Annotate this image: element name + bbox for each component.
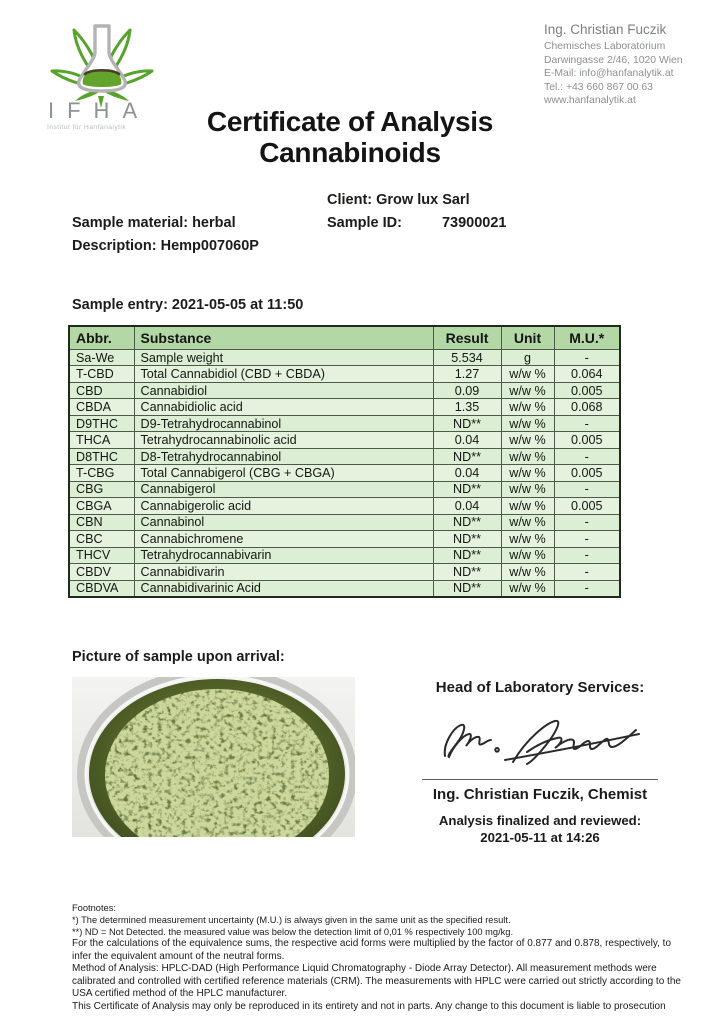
table-cell: w/w % (501, 432, 554, 448)
table-cell: w/w % (501, 547, 554, 563)
table-cell: 0.04 (433, 432, 501, 448)
table-cell: 0.005 (554, 498, 620, 514)
footnotes-title: Footnotes: (72, 903, 116, 913)
table-cell: Tetrahydrocannabivarin (134, 547, 433, 563)
table-cell: w/w % (501, 564, 554, 580)
footnotes-block (72, 902, 684, 1014)
table-cell: - (554, 547, 620, 563)
table-cell: T-CBD (69, 366, 134, 382)
table-cell: w/w % (501, 399, 554, 415)
table-cell: w/w % (501, 514, 554, 530)
footnote-paragraph: This Certificate of Analysis may only be reproduced in its entirety and not in parts. Any change to this document is liable to prosecution (72, 1000, 666, 1012)
table-cell: - (554, 580, 620, 597)
table-cell: 1.27 (433, 366, 501, 382)
table-row (69, 366, 620, 382)
sample-entry-label: Sample entry: 2021-05-05 at 11:50 (72, 297, 304, 313)
table-row (69, 448, 620, 464)
table-header-row (69, 326, 620, 350)
table-cell: ND** (433, 514, 501, 530)
table-cell: ND** (433, 547, 501, 563)
table-cell: D9THC (69, 415, 134, 431)
logo-acronym: IFHA (48, 98, 151, 123)
table-cell: Cannabidivarin (134, 564, 433, 580)
table-cell: 0.068 (554, 399, 620, 415)
table-row (69, 382, 620, 398)
table-row (69, 547, 620, 563)
signer-name: Ing. Christian Fuczik, Chemist (432, 786, 648, 803)
picture-caption: Picture of sample upon arrival: (72, 649, 285, 665)
signature-icon (435, 710, 645, 772)
table-cell: - (554, 514, 620, 530)
table-cell: 0.04 (433, 498, 501, 514)
document-title-line2: Cannabinoids (259, 137, 441, 168)
contact-line: Tel.: +43 660 867 00 63 (544, 81, 653, 93)
sample-id-row (327, 215, 506, 231)
table-row (69, 415, 620, 431)
table-row (69, 399, 620, 415)
table-cell: THCA (69, 432, 134, 448)
footnote-notes (72, 914, 684, 938)
table-cell: Tetrahydrocannabinolic acid (134, 432, 433, 448)
table-cell: ND** (433, 481, 501, 497)
table-row (69, 531, 620, 547)
footnote-note: *) The determined measurement uncertainty (M.U.) is always given in the same unit as the specified result. (72, 915, 511, 925)
table-cell: Sample weight (134, 350, 433, 366)
table-cell: CBN (69, 514, 134, 530)
table-cell: - (554, 531, 620, 547)
table-cell: CBDV (69, 564, 134, 580)
table-cell: THCV (69, 547, 134, 563)
document-title-line1: Certificate of Analysis (206, 106, 494, 137)
description-label: Description: Hemp007060P (72, 238, 259, 254)
table-row (69, 350, 620, 366)
results-table (68, 325, 621, 598)
column-header: Substance (134, 326, 433, 350)
table-cell: ND** (433, 448, 501, 464)
table-cell: D9-Tetrahydrocannabinol (134, 415, 433, 431)
column-header: Result (433, 326, 501, 350)
finalized-date: 2021-05-11 at 14:26 (480, 830, 600, 845)
table-cell: w/w % (501, 481, 554, 497)
lab-contact-block (544, 22, 704, 108)
contact-lines (544, 40, 704, 108)
logo-subtitle: Institut für Hanfanalytik (47, 124, 127, 131)
table-row (69, 498, 620, 514)
table-cell: Cannabidiolic acid (134, 399, 433, 415)
table-cell: Cannabigerol (134, 481, 433, 497)
table-cell: - (554, 564, 620, 580)
signature-heading: Head of Laboratory Services: (435, 679, 645, 696)
column-header: M.U.* (554, 326, 620, 350)
sample-id-value: 73900021 (441, 215, 507, 231)
table-cell: 0.005 (554, 465, 620, 481)
table-cell: - (554, 448, 620, 464)
client-label: Client: Grow lux Sarl (327, 192, 470, 208)
table-cell: w/w % (501, 498, 554, 514)
table-row (69, 481, 620, 497)
column-header: Abbr. (69, 326, 134, 350)
table-cell: D8-Tetrahydrocannabinol (134, 448, 433, 464)
table-cell: Sa-We (69, 350, 134, 366)
table-cell: w/w % (501, 382, 554, 398)
table-cell: Cannabichromene (134, 531, 433, 547)
table-cell: CBGA (69, 498, 134, 514)
contact-line: E-Mail: info@hanfanalytik.at (544, 68, 674, 80)
table-row (69, 580, 620, 597)
footnote-paragraph: For the calculations of the equivalence sums, the respective acid forms were multiplied by the factor of 0.877 and 0.878, respectively, to infer the equivalent amount of the neutral forms. (72, 938, 672, 962)
table-cell: w/w % (501, 366, 554, 382)
table-cell: 0.005 (554, 382, 620, 398)
table-cell: 0.09 (433, 382, 501, 398)
table-cell: Total Cannabidiol (CBD + CBDA) (134, 366, 433, 382)
table-cell: Cannabinol (134, 514, 433, 530)
table-cell: CBDVA (69, 580, 134, 597)
results-table-wrap (68, 325, 621, 598)
table-cell: - (554, 481, 620, 497)
table-row (69, 432, 620, 448)
sample-id-label: Sample ID: (327, 215, 402, 231)
table-cell: Total Cannabigerol (CBG + CBGA) (134, 465, 433, 481)
table-row (69, 465, 620, 481)
table-cell: CBD (69, 382, 134, 398)
table-cell: w/w % (501, 465, 554, 481)
table-cell: T-CBG (69, 465, 134, 481)
results-table-body (69, 350, 620, 598)
table-cell: CBDA (69, 399, 134, 415)
footnote-paragraphs (72, 938, 684, 1014)
table-cell: ND** (433, 531, 501, 547)
document-title (120, 106, 580, 168)
contact-line: Chemisches Laboratorium (544, 41, 666, 52)
table-cell: ND** (433, 415, 501, 431)
contact-line: Darwingasse 2/46, 1020 Wien (544, 54, 683, 66)
table-cell: 0.04 (433, 465, 501, 481)
sample-photo (72, 677, 355, 837)
cannabis-flask-logo-icon (44, 18, 164, 110)
table-cell: Cannabidiol (134, 382, 433, 398)
table-cell: Cannabigerolic acid (134, 498, 433, 514)
sample-material-label: Sample material: herbal (72, 215, 236, 231)
table-cell: w/w % (501, 531, 554, 547)
table-cell: 0.064 (554, 366, 620, 382)
table-row (69, 564, 620, 580)
table-cell: CBG (69, 481, 134, 497)
table-cell: ND** (433, 564, 501, 580)
footnote-paragraph: Method of Analysis: HPLC-DAD (High Performance Liquid Chromatography - Diode Array Detector). All measurement methods were calibrated and controlled with certified reference materials (CRM). The measurements with HPLC were carried out strictly according to the USA certified method of the HPLC manufacturer. (72, 963, 681, 1000)
signature-block (420, 679, 660, 845)
table-cell: 0.005 (554, 432, 620, 448)
table-cell: D8THC (69, 448, 134, 464)
table-cell: CBC (69, 531, 134, 547)
table-row (69, 514, 620, 530)
table-cell: w/w % (501, 415, 554, 431)
contact-line: www.hanfanalytik.at (544, 95, 636, 107)
table-cell: w/w % (501, 448, 554, 464)
column-header: Unit (501, 326, 554, 350)
signature-divider (422, 779, 658, 780)
table-cell: 1.35 (433, 399, 501, 415)
footnote-note: **) ND = Not Detected. the measured value was below the detection limit of 0,01 % respectively 100 mg/kg. (72, 927, 514, 937)
table-cell: Cannabidivarinic Acid (134, 580, 433, 597)
finalized-label: Analysis finalized and reviewed: (438, 813, 642, 828)
table-cell: g (501, 350, 554, 366)
herb-bowl-image (72, 677, 355, 837)
table-cell: 5.534 (433, 350, 501, 366)
table-cell: - (554, 415, 620, 431)
table-cell: w/w % (501, 580, 554, 597)
contact-name: Ing. Christian Fuczik (544, 22, 667, 37)
table-cell: ND** (433, 580, 501, 597)
table-cell: - (554, 350, 620, 366)
